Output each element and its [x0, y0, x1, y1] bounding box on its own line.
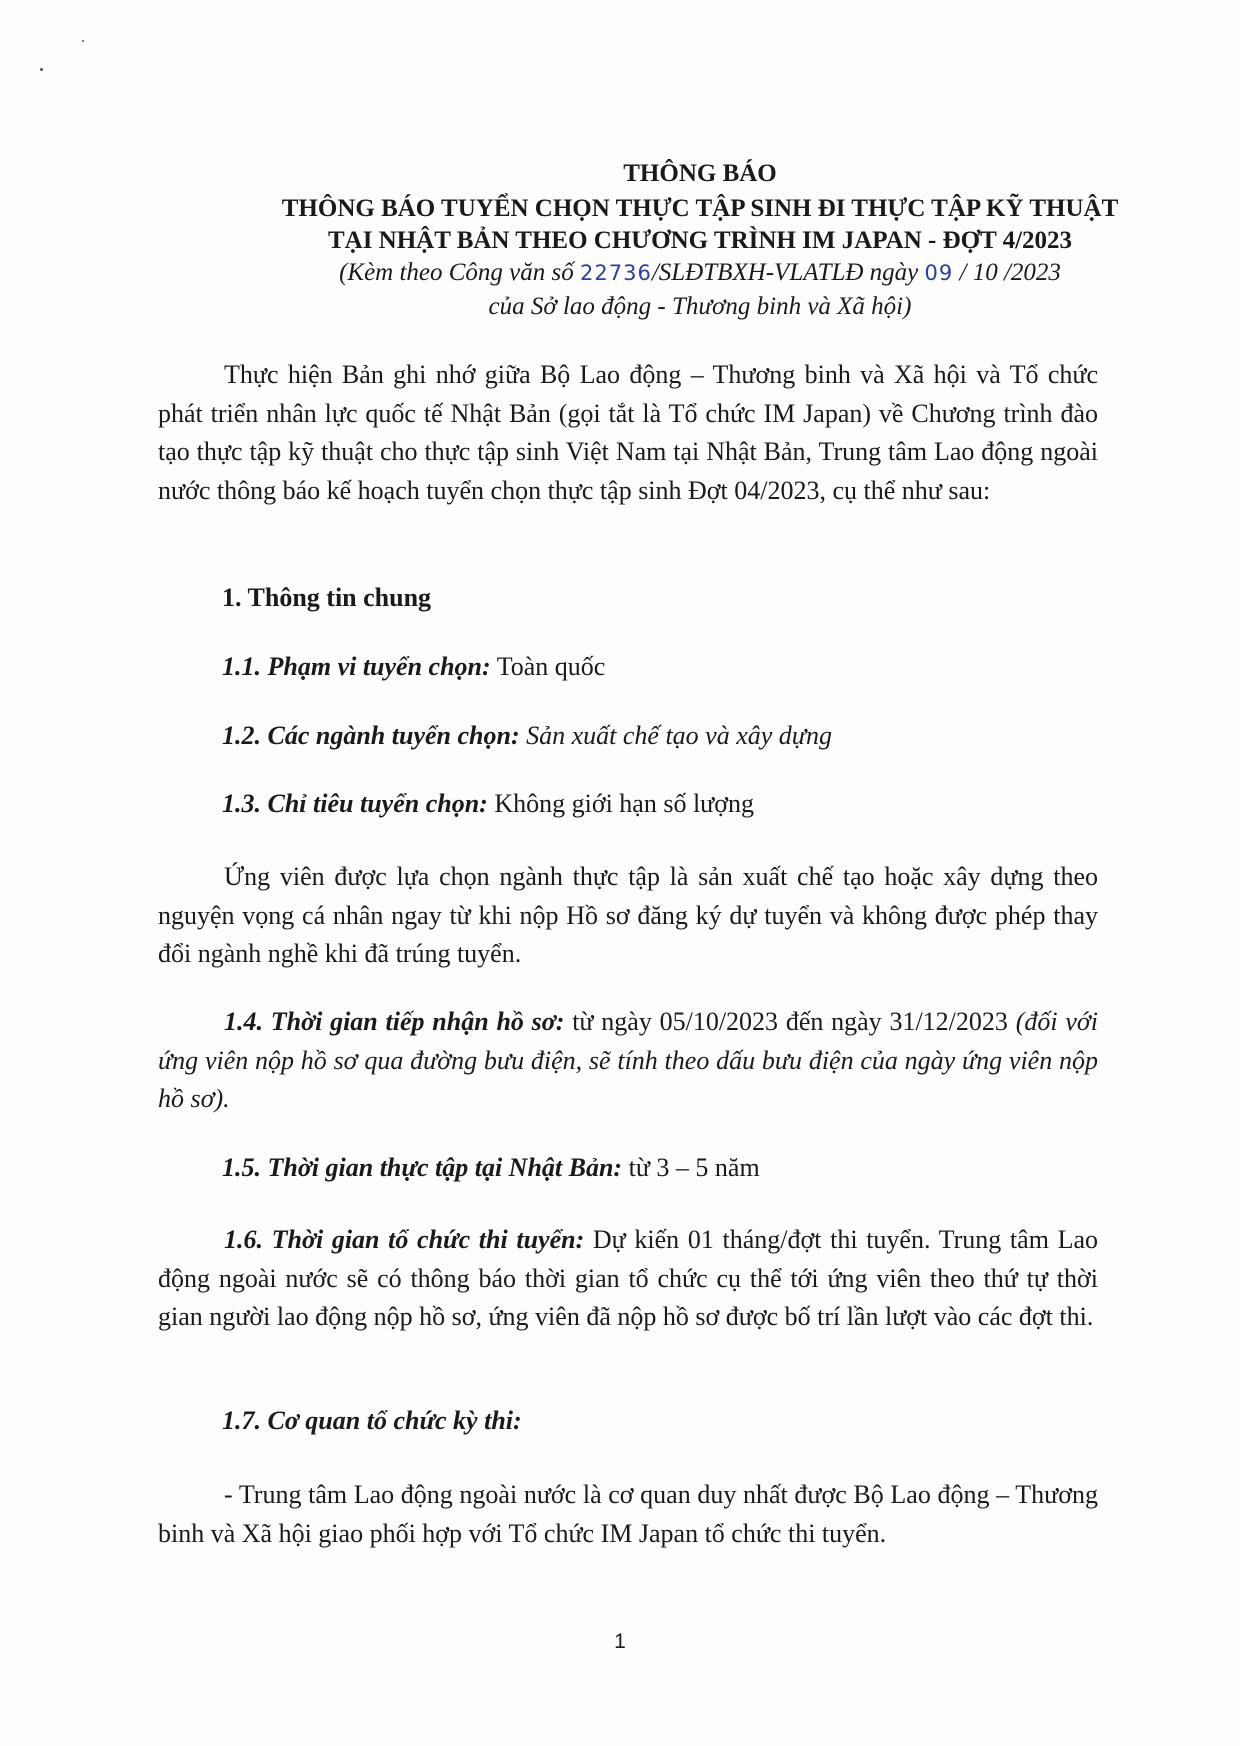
item-1-7-body: - Trung tâm Lao động ngoài nước là cơ quan duy nhất được Bộ Lao động – Thương binh và Xã hội giao phối hợp với Tổ chức IM Japan tổ chức thi tuyển.: [158, 1480, 1098, 1548]
item-1-3-label: 1.3. Chỉ tiêu tuyển chọn:: [222, 789, 488, 818]
handwritten-day: 09: [924, 261, 954, 285]
item-1-1: [222, 652, 605, 682]
item-1-4-label: 1.4. Thời gian tiếp nhận hồ sơ:: [224, 1007, 565, 1036]
handwritten-doc-number: 22736: [580, 261, 652, 285]
item-1-2-value: Sản xuất chế tạo và xây dựng: [519, 721, 832, 750]
item-1-6-value: Dự kiến 01 tháng/đợt thi tuyển. Trung tâm Lao động ngoài nước sẽ có thông báo thời gian tổ chức cụ thể tới ứng viên theo thứ tự thời gian người lao động nộp hồ sơ, ứng viên đã nộp hồ sơ được bố trí lần lượt vào các đợt thi.: [158, 1225, 1098, 1331]
attachment-issuer: của Sở lao động - Thương binh và Xã hội): [488, 293, 912, 320]
attachment-mid: /SLĐTBXH-VLATLĐ ngày: [651, 259, 925, 286]
page-number: 1: [614, 1630, 626, 1653]
item-1-5: [222, 1153, 760, 1183]
intro-paragraph: Thực hiện Bản ghi nhớ giữa Bộ Lao động – Thương binh và Xã hội và Tổ chức phát triển nhân lực quốc tế Nhật Bản (gọi tắt là Tổ chức IM Japan) về Chương trình đào tạo thực tập kỹ thuật cho thực tập sinh Việt Nam tại Nhật Bản, Trung tâm Lao động ngoài nước thông báo kế hoạch tuyển chọn thực tập sinh Đợt 04/2023, cụ thể như sau:: [158, 360, 1098, 505]
attachment-suffix: / 10 /2023: [953, 259, 1061, 286]
candidate-note-paragraph: Ứng viên được lựa chọn ngành thực tập là sản xuất chế tạo hoặc xây dựng theo nguyện vọng cá nhân ngay từ khi nộp Hồ sơ đăng ký dự tuyển và không được phép thay đổi ngành nghề khi đã trúng tuyển.: [158, 862, 1098, 968]
item-1-3-value: Không giới hạn số lượng: [487, 789, 755, 818]
attachment-reference: [80, 259, 1240, 287]
item-1-2-label: 1.2. Các ngành tuyển chọn:: [222, 721, 520, 750]
section-1-heading: 1. Thông tin chung: [222, 583, 432, 612]
item-1-1-label: 1.1. Phạm vi tuyển chọn:: [222, 652, 491, 681]
item-1-4: [158, 1003, 1098, 1119]
document-subtitle-line-2: TẠI NHẬT BẢN THEO CHƯƠNG TRÌNH IM JAPAN - ĐỢT 4/2023: [327, 227, 1073, 254]
item-1-2: [222, 721, 832, 751]
document-title: THÔNG BÁO: [623, 160, 777, 187]
item-1-5-value: từ 3 – 5 năm: [622, 1153, 760, 1182]
item-1-6: [158, 1221, 1098, 1337]
scan-speck: [40, 68, 43, 71]
item-1-4-value: từ ngày 05/10/2023 đến ngày 31/12/2023: [564, 1007, 1016, 1036]
item-1-7-label: 1.7. Cơ quan tổ chức kỳ thi:: [222, 1406, 522, 1435]
document-subtitle-line-1: THÔNG BÁO TUYỂN CHỌN THỰC TẬP SINH ĐI THỰC TẬP KỸ THUẬT: [281, 195, 1119, 222]
item-1-4-note: (đối với ứng viên nộp hồ sơ qua đường bưu điện, sẽ tính theo dấu bưu điện của ngày ứng viên nộp hồ sơ).: [158, 1007, 1098, 1113]
item-1-3: [222, 789, 754, 819]
attachment-prefix: (Kèm theo Công văn số: [339, 259, 581, 286]
item-1-7: [222, 1406, 522, 1436]
item-1-1-value: Toàn quốc: [490, 652, 606, 681]
scan-speck: [82, 40, 84, 42]
item-1-6-label: 1.6. Thời gian tổ chức thi tuyển:: [224, 1225, 585, 1254]
item-1-5-label: 1.5. Thời gian thực tập tại Nhật Bản:: [222, 1153, 623, 1182]
